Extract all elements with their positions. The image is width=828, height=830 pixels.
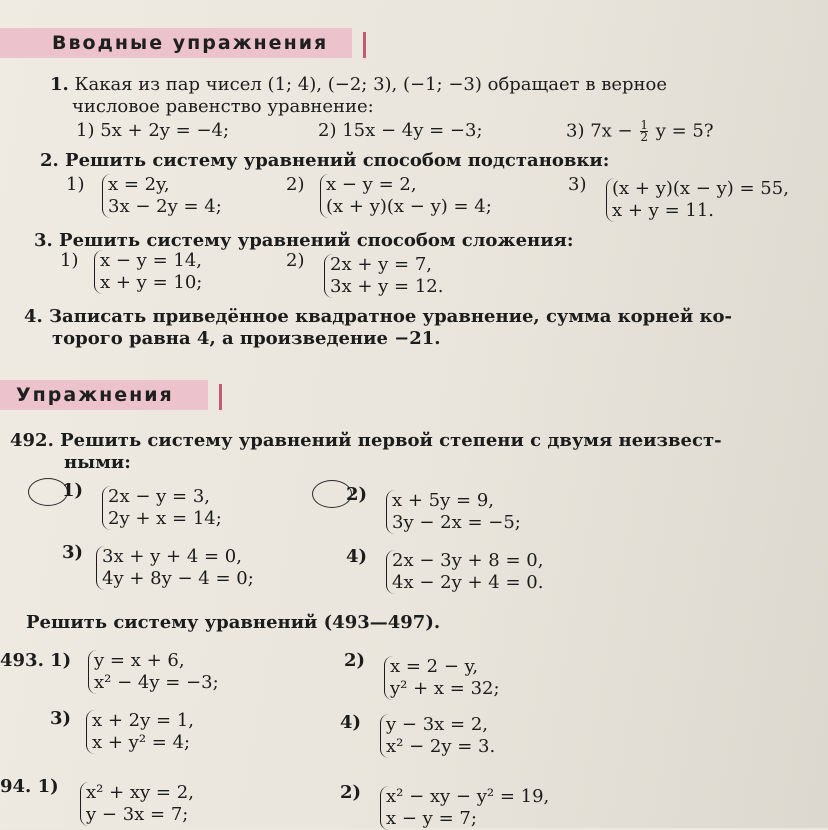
equation-system-492-3 [96,546,254,590]
systems-heading: Решить систему уравнений (493—497). [26,612,441,633]
equation-system-494-1 [80,782,194,826]
system-label: 1) [66,174,85,195]
exercise-1-option-1: 1) 5x + 2y = −4; [76,120,230,141]
equation: x² − 2y = 3. [386,736,496,757]
equation: 3x + y + 4 = 0, [102,546,242,567]
equation: y² + x = 32; [390,678,500,699]
system-label: 2) [346,484,368,505]
equation-system-492-4 [386,550,543,594]
equation: x² − 4y = −3; [94,672,219,693]
equation: 3x − 2y = 4; [108,196,222,217]
banner-accent [219,384,222,410]
equation: x = 2y, [108,174,170,195]
equation: x − y = 14, [100,250,202,271]
system-label: 1) [60,250,79,271]
system-label: 3) [568,174,587,195]
system-label: 1) [62,480,84,501]
equation: 2x + y = 7, [330,254,432,275]
equation: x + y² = 4; [92,732,191,753]
equation-system-493-3 [86,710,194,754]
system-label: 4) [340,712,362,733]
exercise-number: 94. 1) [0,776,59,797]
equation: 3x + y = 12. [330,276,444,297]
equation-system-2-1 [102,174,222,218]
fraction-denominator: 2 [640,130,648,144]
equation: 4x − 2y + 4 = 0. [392,572,544,593]
equation: 2x − 3y + 8 = 0, [392,550,544,571]
equation-system-494-2 [380,786,549,830]
exercise-1-option-2: 2) 15x − 4y = −3; [318,120,483,141]
equation: y = x + 6, [94,650,185,671]
banner-title: Упражнения [16,384,174,406]
equation: 2x − y = 3, [108,486,210,507]
exercise-492-line2: ными: [64,452,131,473]
equation: x − y = 7; [386,808,477,829]
option-3-prefix: 3) 7x − [566,120,633,142]
banner-accent [363,32,366,58]
exercise-number: 493. 1) [0,650,72,671]
equation: x + 2y = 1, [92,710,194,731]
equation: x + y = 10; [100,272,203,293]
system-label: 3) [50,708,72,729]
exercise-text: Какая из пар чисел (1; 4), (−2; 3), (−1; −3) обращает в верное [74,74,667,95]
equation: 4y + 8y − 4 = 0; [102,568,254,589]
exercise-2-title: 2. Решить систему уравнений способом подстановки: [40,150,610,171]
equation: (x + y)(x − y) = 4; [326,196,492,217]
equation-system-493-1 [88,650,219,694]
system-label: 2) [286,250,305,271]
section-banner-intro [0,28,352,58]
equation-system-492-2 [386,490,521,534]
equation: x − y = 2, [326,174,417,195]
banner-title: Вводные упражнения [52,32,329,54]
equation: x² + xy = 2, [86,782,194,803]
exercise-1-line2: числовое равенство уравнение: [72,96,374,117]
equation-system-3-1 [94,250,202,294]
option-3-suffix: y = 5? [655,120,714,142]
fraction-numerator: 1 [640,118,648,132]
equation: (x + y)(x − y) = 55, [612,178,789,199]
exercise-492-line1: 492. Решить систему уравнений первой степени с двумя неизвест- [10,430,722,451]
exercise-3-title: 3. Решить систему уравнений способом сложения: [34,230,574,251]
equation-system-2-2 [320,174,492,218]
system-label: 3) [62,542,84,563]
equation: y − 3x = 2, [386,714,488,735]
equation: x = 2 − y, [390,656,479,677]
equation-system-3-2 [324,254,443,298]
equation: x + 5y = 9, [392,490,494,511]
equation: x + y = 11. [612,200,714,221]
equation-system-492-1 [102,486,222,530]
system-label: 4) [346,546,368,567]
equation-system-493-2 [384,656,500,700]
exercise-4-line2: торого равна 4, а произведение −21. [52,328,441,349]
equation-system-2-3 [606,178,789,222]
equation: 3y − 2x = −5; [392,512,521,533]
equation-system-493-4 [380,714,495,758]
system-label: 2) [286,174,305,195]
system-label: 2) [340,782,362,803]
equation: x² − xy − y² = 19, [386,786,550,807]
equation: 2y + x = 14; [108,508,222,529]
section-banner-exercises [0,380,208,410]
exercise-number: 1. [50,74,69,95]
exercise-4-line1: 4. Записать приведённое квадратное уравнение, сумма корней ко- [24,306,732,327]
exercise-1-option-3 [566,120,714,143]
equation: y − 3x = 7; [86,804,189,825]
exercise-1-line1 [50,74,667,96]
fraction [640,120,648,143]
system-label: 2) [344,650,366,671]
